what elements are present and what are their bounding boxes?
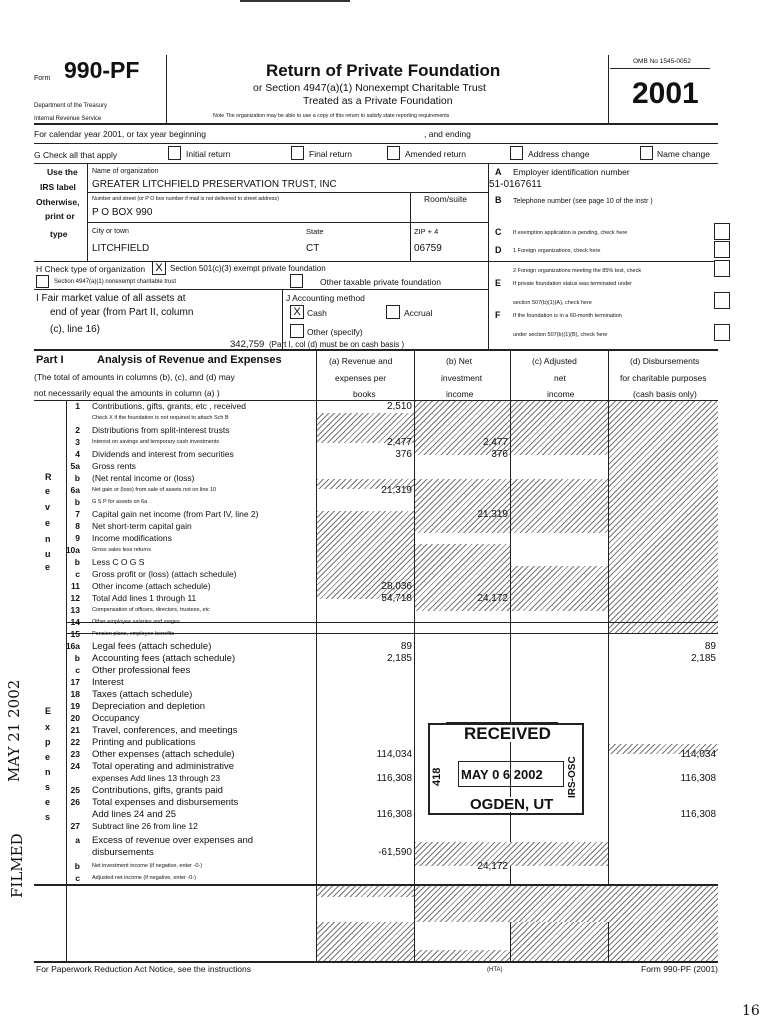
- amount-col-a[interactable]: 89: [400, 641, 412, 652]
- amount-col-a[interactable]: -61,590: [378, 847, 412, 858]
- line-label: Interest: [92, 677, 124, 688]
- check-e-text-2: section 507(b)(1)(A), check here: [513, 300, 592, 306]
- line-label: Gross profit or (loss) (attach schedule): [92, 569, 237, 579]
- letter-b: B: [495, 195, 502, 205]
- accounting-accrual-label: Accrual: [404, 308, 433, 318]
- line-label: Check X if the foundation is not required to attach Sch B: [92, 415, 229, 421]
- line-label: Gross sales less returns: [92, 547, 151, 553]
- shaded-area: [511, 922, 608, 961]
- line-number: 2: [75, 425, 80, 435]
- check-d1-text: 1 Foreign organizations, check here: [513, 248, 601, 254]
- fmv-line-1: I Fair market value of all assets at: [36, 293, 186, 304]
- line-number: 19: [70, 701, 80, 711]
- check-d2-text: 2 Foreign organizations meeting the 85% test, check: [513, 268, 642, 274]
- line-number: 14: [70, 617, 80, 627]
- org-type-4947-label: Section 4947(a)(1) nonexempt charitable trust: [54, 279, 177, 285]
- amount-col-d[interactable]: 116,308: [680, 773, 716, 784]
- line-label: Adjusted net income (if negative, enter -0-): [92, 875, 196, 881]
- letter-d: D: [495, 245, 502, 255]
- initial-return-checkbox[interactable]: [168, 146, 181, 160]
- line-number: 22: [70, 737, 80, 747]
- footer-mid: (HTA): [487, 967, 503, 973]
- shaded-area: [317, 922, 414, 961]
- stamp-left-code: 418: [431, 767, 443, 786]
- line-label: Add lines 24 and 25: [92, 809, 176, 820]
- amount-col-a[interactable]: 114,034: [376, 749, 412, 760]
- line-number: b: [74, 497, 80, 507]
- line-number: b: [74, 473, 80, 483]
- city-label: City or town: [92, 228, 129, 235]
- handwritten-filmed: FILMED: [8, 833, 26, 898]
- amount-col-d[interactable]: 89: [704, 641, 716, 652]
- check-d2-box[interactable]: [714, 260, 730, 277]
- name-change-checkbox[interactable]: [640, 146, 653, 160]
- check-c-text: If exemption application is pending, check here: [513, 230, 628, 236]
- line-number: 15: [70, 629, 80, 639]
- line-number: 8: [75, 521, 80, 531]
- amount-col-b[interactable]: 21,319: [477, 509, 508, 520]
- accounting-other-label: Other (specify): [307, 327, 363, 337]
- name-change-label: Name change: [657, 149, 710, 159]
- accounting-cash-label: Cash: [307, 308, 327, 318]
- col-c-head-1: (c) Adjusted: [532, 356, 577, 366]
- irs-label-type: type: [50, 229, 68, 239]
- line-number: b: [74, 861, 80, 871]
- line-label: Taxes (attach schedule): [92, 689, 193, 700]
- line-number: 27: [70, 821, 80, 831]
- col-b-head-1: (b) Net: [446, 356, 472, 366]
- form-subtitle-1: or Section 4947(a)(1) Nonexempt Charitable Trust: [253, 82, 486, 94]
- check-c-box[interactable]: [714, 223, 730, 240]
- amount-col-a[interactable]: 2,185: [386, 653, 412, 664]
- zip-label: ZIP + 4: [414, 227, 439, 236]
- col-b-head-2: investment: [441, 373, 483, 383]
- shaded-area: [415, 950, 510, 961]
- col-d-head-3: (cash basis only): [633, 389, 697, 399]
- line-label: Net gain or (loss) from sale of assets not on line 10: [92, 487, 217, 493]
- form-note: Note The organization may be able to use a copy of this return to satisfy state reporting requirements: [213, 113, 450, 119]
- line-label: Other income (attach schedule): [92, 581, 211, 591]
- check-f-text-1: If the foundation is in a 60-month termination: [513, 313, 622, 319]
- line-number: b: [74, 557, 80, 567]
- amount-col-d[interactable]: 116,308: [680, 809, 716, 820]
- final-return-checkbox[interactable]: [291, 146, 304, 160]
- address-change-checkbox[interactable]: [510, 146, 523, 160]
- room-label: Room/suite: [424, 194, 467, 204]
- irs-label-irs: IRS label: [40, 182, 76, 192]
- footer-left: For Paperwork Reduction Act Notice, see the instructions: [36, 964, 251, 974]
- accounting-cash-checkbox[interactable]: X: [290, 305, 304, 319]
- fmv-tail: (Part I, col (d) must be on cash basis ): [269, 340, 405, 349]
- line-label: Total operating and administrative: [92, 761, 235, 772]
- line-number: 3: [75, 437, 80, 447]
- shaded-area: [511, 479, 608, 533]
- letter-c: C: [495, 227, 502, 237]
- ein-label: Employer identification number: [513, 167, 630, 177]
- amount-col-b[interactable]: 2,477: [482, 437, 508, 448]
- irs-label-print: print or: [45, 211, 75, 221]
- col-c-head-3: income: [547, 389, 575, 399]
- amount-col-b[interactable]: 24,172: [477, 593, 508, 604]
- amount-col-b[interactable]: 24,172: [477, 861, 508, 872]
- org-type-501c3-checkbox[interactable]: X: [152, 261, 166, 275]
- initial-return-label: Initial return: [186, 149, 231, 159]
- amended-return-label: Amended return: [405, 149, 466, 159]
- check-all-label: G Check all that apply: [34, 150, 118, 160]
- line-number: 10a: [65, 545, 80, 555]
- line-label: Subtract line 26 from line 12: [92, 821, 198, 831]
- zip-value[interactable]: 06759: [414, 243, 442, 254]
- amount-col-a[interactable]: 2,510: [386, 401, 412, 412]
- handwritten-page-mark: 16: [742, 1003, 760, 1019]
- shaded-area: [609, 401, 718, 633]
- form-number: 990-PF: [64, 57, 140, 83]
- line-number: c: [75, 665, 80, 675]
- city-value[interactable]: LITCHFIELD: [92, 243, 150, 254]
- org-type-4947-checkbox[interactable]: [36, 275, 49, 288]
- line-label: Pension plans, employee benefits: [92, 631, 175, 637]
- irs-label-otherwise: Otherwise,: [36, 197, 80, 207]
- tax-year: 2001: [632, 77, 699, 110]
- letter-f: F: [495, 310, 501, 320]
- line-label: Distributions from split-interest trusts: [92, 425, 230, 435]
- handwritten-date: MAY 21 2002: [5, 679, 23, 782]
- address-change-label: Address change: [528, 149, 590, 159]
- part1-title: Part I: [36, 354, 64, 366]
- form-title: Return of Private Foundation: [266, 61, 501, 80]
- part1-heading: Analysis of Revenue and Expenses: [97, 354, 282, 366]
- line-number: 11: [71, 581, 80, 591]
- line-number: a: [75, 835, 80, 845]
- line-label: (Net rental income or (loss): [92, 473, 195, 483]
- col-a-head-2: expenses per: [335, 373, 387, 383]
- shaded-area: [511, 566, 608, 611]
- line-number: 18: [70, 689, 80, 699]
- ein-value[interactable]: 51-0167611: [489, 179, 542, 190]
- amount-col-a[interactable]: 116,308: [376, 773, 412, 784]
- dept-line-2: Internal Revenue Service: [34, 116, 102, 122]
- line-number: 6a: [70, 485, 80, 495]
- line-label: Excess of revenue over expenses and: [92, 835, 254, 846]
- form-subtitle-2: Treated as a Private Foundation: [303, 95, 453, 107]
- line-number: 7: [75, 509, 80, 519]
- state-value[interactable]: CT: [306, 243, 320, 254]
- line-label: Total Add lines 1 through 11: [92, 593, 197, 603]
- state-label: State: [306, 227, 324, 236]
- line-label: Printing and publications: [92, 737, 196, 748]
- fmv-line-2: end of year (from Part II, column: [50, 307, 194, 318]
- accounting-method-label: J Accounting method: [286, 293, 365, 303]
- check-f-box[interactable]: [714, 324, 730, 341]
- irs-label-use: Use the: [47, 167, 78, 177]
- shaded-area: [415, 479, 510, 533]
- final-return-label: Final return: [309, 149, 352, 159]
- check-e-text-1: If private foundation status was terminated under: [513, 281, 632, 287]
- col-d-head-1: (d) Disbursements: [630, 356, 700, 366]
- org-name[interactable]: GREATER LITCHFIELD PRESERVATION TRUST, INC: [92, 179, 337, 190]
- line-label: Travel, conferences, and meetings: [92, 725, 238, 736]
- line-number: 13: [70, 605, 80, 615]
- stamp-date: MAY 0 6 2002: [461, 767, 543, 782]
- line-label: Compensation of officers, directors, trustees, etc: [92, 607, 210, 613]
- line-label: Less C O G S: [92, 557, 145, 567]
- part1-desc-1: (The total of amounts in columns (b), (c), and (d) may: [34, 372, 235, 382]
- org-type-other-label: Other taxable private foundation: [320, 277, 441, 287]
- line-number: c: [75, 873, 80, 883]
- line-number: 26: [70, 797, 80, 807]
- street-label: Number and street (or P O box number if mail is not delivered to street address): [92, 196, 279, 202]
- shaded-area: [511, 401, 608, 455]
- amount-col-b[interactable]: 376: [491, 449, 508, 460]
- line-label: Dividends and interest from securities: [92, 449, 234, 459]
- shaded-area: [415, 884, 718, 922]
- letter-a: A: [495, 167, 502, 177]
- col-d-head-2: for charitable purposes: [620, 373, 707, 383]
- accounting-other-checkbox[interactable]: [290, 324, 304, 338]
- amount-col-a[interactable]: 116,308: [376, 809, 412, 820]
- line-number: 5a: [70, 461, 80, 471]
- part1-desc-2: not necessarily equal the amounts in column (a) ): [34, 388, 220, 398]
- amended-return-checkbox[interactable]: [387, 146, 400, 160]
- line-number: 20: [70, 713, 80, 723]
- received-stamp: [428, 716, 584, 814]
- line-label: Other employee salaries and wages: [92, 619, 180, 625]
- scan-mark: [240, 0, 350, 2]
- line-label: Gross rents: [92, 461, 136, 471]
- line-label: Contributions, gifts, grants paid: [92, 785, 223, 796]
- stamp-received: RECEIVED: [464, 724, 551, 743]
- line-number: 24: [70, 761, 80, 771]
- org-type-501c3-label: Section 501(c)(3) exempt private foundation: [170, 264, 326, 273]
- amount-col-d[interactable]: 2,185: [690, 653, 716, 664]
- col-a-head-1: (a) Revenue and: [329, 356, 393, 366]
- line-label: Other professional fees: [92, 665, 191, 676]
- amount-col-a[interactable]: 21,319: [381, 485, 412, 496]
- line-label: Income modifications: [92, 533, 172, 543]
- col-c-head-2: net: [554, 373, 566, 383]
- amount-col-a[interactable]: 28,036: [381, 581, 412, 592]
- line-label: Total expenses and disbursements: [92, 797, 239, 808]
- line-number: 16a: [65, 641, 80, 651]
- line-label: G S P for assets on 6a: [92, 499, 148, 505]
- line-label: disbursements: [92, 847, 154, 858]
- org-type-other-checkbox[interactable]: [290, 274, 303, 288]
- line-label: Capital gain net income (from Part IV, line 2): [92, 509, 259, 519]
- street-address[interactable]: P O BOX 990: [92, 207, 153, 218]
- line-label: Other expenses (attach schedule): [92, 749, 235, 760]
- fmv-value[interactable]: 342,759: [230, 339, 265, 350]
- line-label: expenses Add lines 13 through 23: [92, 773, 221, 783]
- accounting-accrual-checkbox[interactable]: [386, 305, 400, 319]
- org-type-label: H Check type of organization: [36, 264, 146, 274]
- form-label: Form: [34, 75, 51, 82]
- line-number: 23: [70, 749, 80, 759]
- line-number: c: [75, 569, 80, 579]
- phone-label: Telephone number (see page 10 of the instr ): [513, 198, 653, 205]
- amount-col-a[interactable]: 2,477: [386, 437, 412, 448]
- calendar-year-label: For calendar year 2001, or tax year beginning: [34, 129, 206, 139]
- check-e-box[interactable]: [714, 292, 730, 309]
- line-label: Contributions, gifts, grants, etc , received: [92, 401, 247, 411]
- footer-right: Form 990-PF (2001): [641, 964, 718, 974]
- check-f-text-2: under section 507(b)(1)(B), check here: [513, 332, 608, 338]
- stamp-place: OGDEN, UT: [470, 796, 554, 813]
- line-number: 1: [75, 401, 80, 411]
- line-label: Depreciation and depletion: [92, 701, 206, 712]
- line-number: 25: [70, 785, 80, 795]
- line-number: 4: [75, 449, 80, 459]
- amount-col-a[interactable]: 54,718: [381, 593, 412, 604]
- line-number: 12: [70, 593, 80, 603]
- shaded-area: [609, 922, 718, 961]
- line-label: Net short-term capital gain: [92, 521, 192, 531]
- line-label: Net investment income (if negative, enter -0-): [92, 863, 203, 869]
- line-number: 21: [70, 725, 80, 735]
- col-b-head-3: income: [446, 389, 474, 399]
- stamp-right-code: IRS-OSC: [567, 756, 578, 798]
- org-name-label: Name of organization: [92, 168, 159, 175]
- line-number: 9: [75, 533, 80, 543]
- line-label: Interest on savings and temporary cash investments: [92, 439, 220, 445]
- col-a-head-3: books: [353, 389, 376, 399]
- line-label: Occupancy: [92, 713, 140, 724]
- dept-line-1: Department of the Treasury: [34, 103, 108, 109]
- calendar-ending-label: , and ending: [424, 129, 471, 139]
- line-number: 17: [70, 677, 80, 687]
- line-label: Legal fees (attach schedule): [92, 641, 212, 652]
- fmv-line-3: (c), line 16): [50, 324, 101, 335]
- letter-e: E: [495, 278, 502, 288]
- line-number: b: [74, 653, 80, 663]
- omb-number: OMB No 1545-0052: [633, 58, 691, 65]
- check-d1-box[interactable]: [714, 241, 730, 258]
- amount-col-d[interactable]: 114,034: [680, 749, 716, 760]
- amount-col-a[interactable]: 376: [395, 449, 412, 460]
- line-label: Accounting fees (attach schedule): [92, 653, 236, 664]
